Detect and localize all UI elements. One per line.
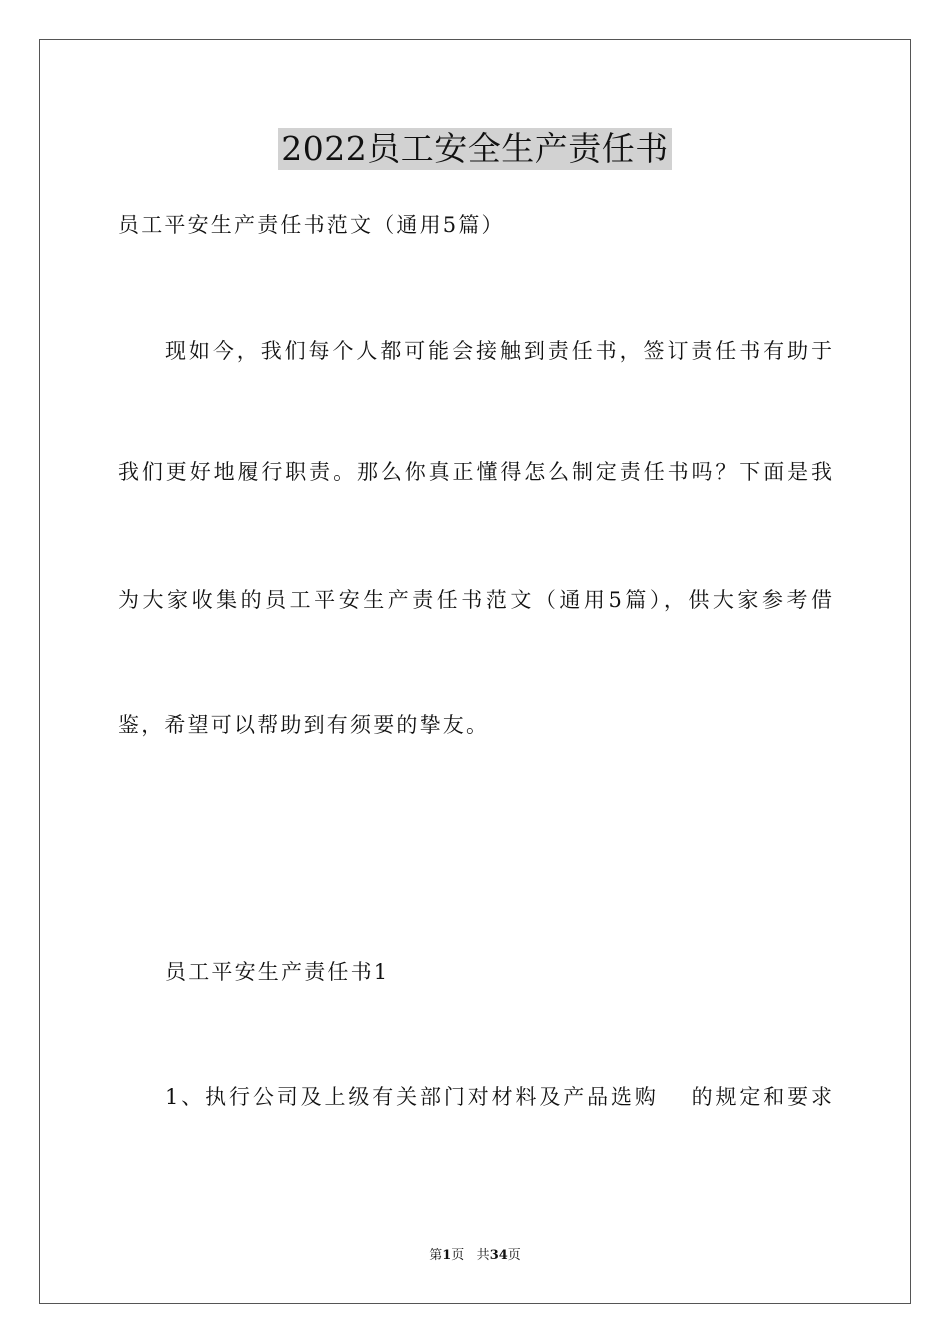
document-title: 2022员工安全生产责任书 [278, 128, 671, 170]
title-container [0, 128, 950, 170]
intro-line-2: 我们更好地履行职责。那么你真正懂得怎么制定责任书吗？下面是我 [118, 460, 832, 484]
footer-total-prefix: 共 [476, 1248, 490, 1263]
footer-total-suffix: 页 [507, 1248, 521, 1263]
intro-line-4: 鉴，希望可以帮助到有须要的挚友。 [118, 713, 490, 737]
footer-page-suffix: 页 [451, 1248, 465, 1263]
footer-page-number: 1 [442, 1248, 452, 1263]
footer-total-pages: 34 [489, 1248, 508, 1263]
intro-line-3: 为大家收集的员工平安生产责任书范文（通用5篇），供大家参考借 [118, 588, 832, 612]
document-subtitle: 员工平安生产责任书范文（通用5篇） [118, 213, 505, 237]
intro-line-1: 现如今，我们每个人都可能会接触到责任书，签订责任书有助于 [165, 339, 832, 363]
item-1-text-a: 1、执行公司及上级有关部门对材料及产品选购 [165, 1085, 659, 1109]
footer-page-prefix: 第 [429, 1248, 443, 1263]
page-footer [0, 1247, 950, 1265]
item-1-line [165, 1083, 832, 1111]
section-heading: 员工平安生产责任书1 [165, 960, 390, 984]
item-1-text-b: 的规定和要求 [688, 1085, 833, 1109]
